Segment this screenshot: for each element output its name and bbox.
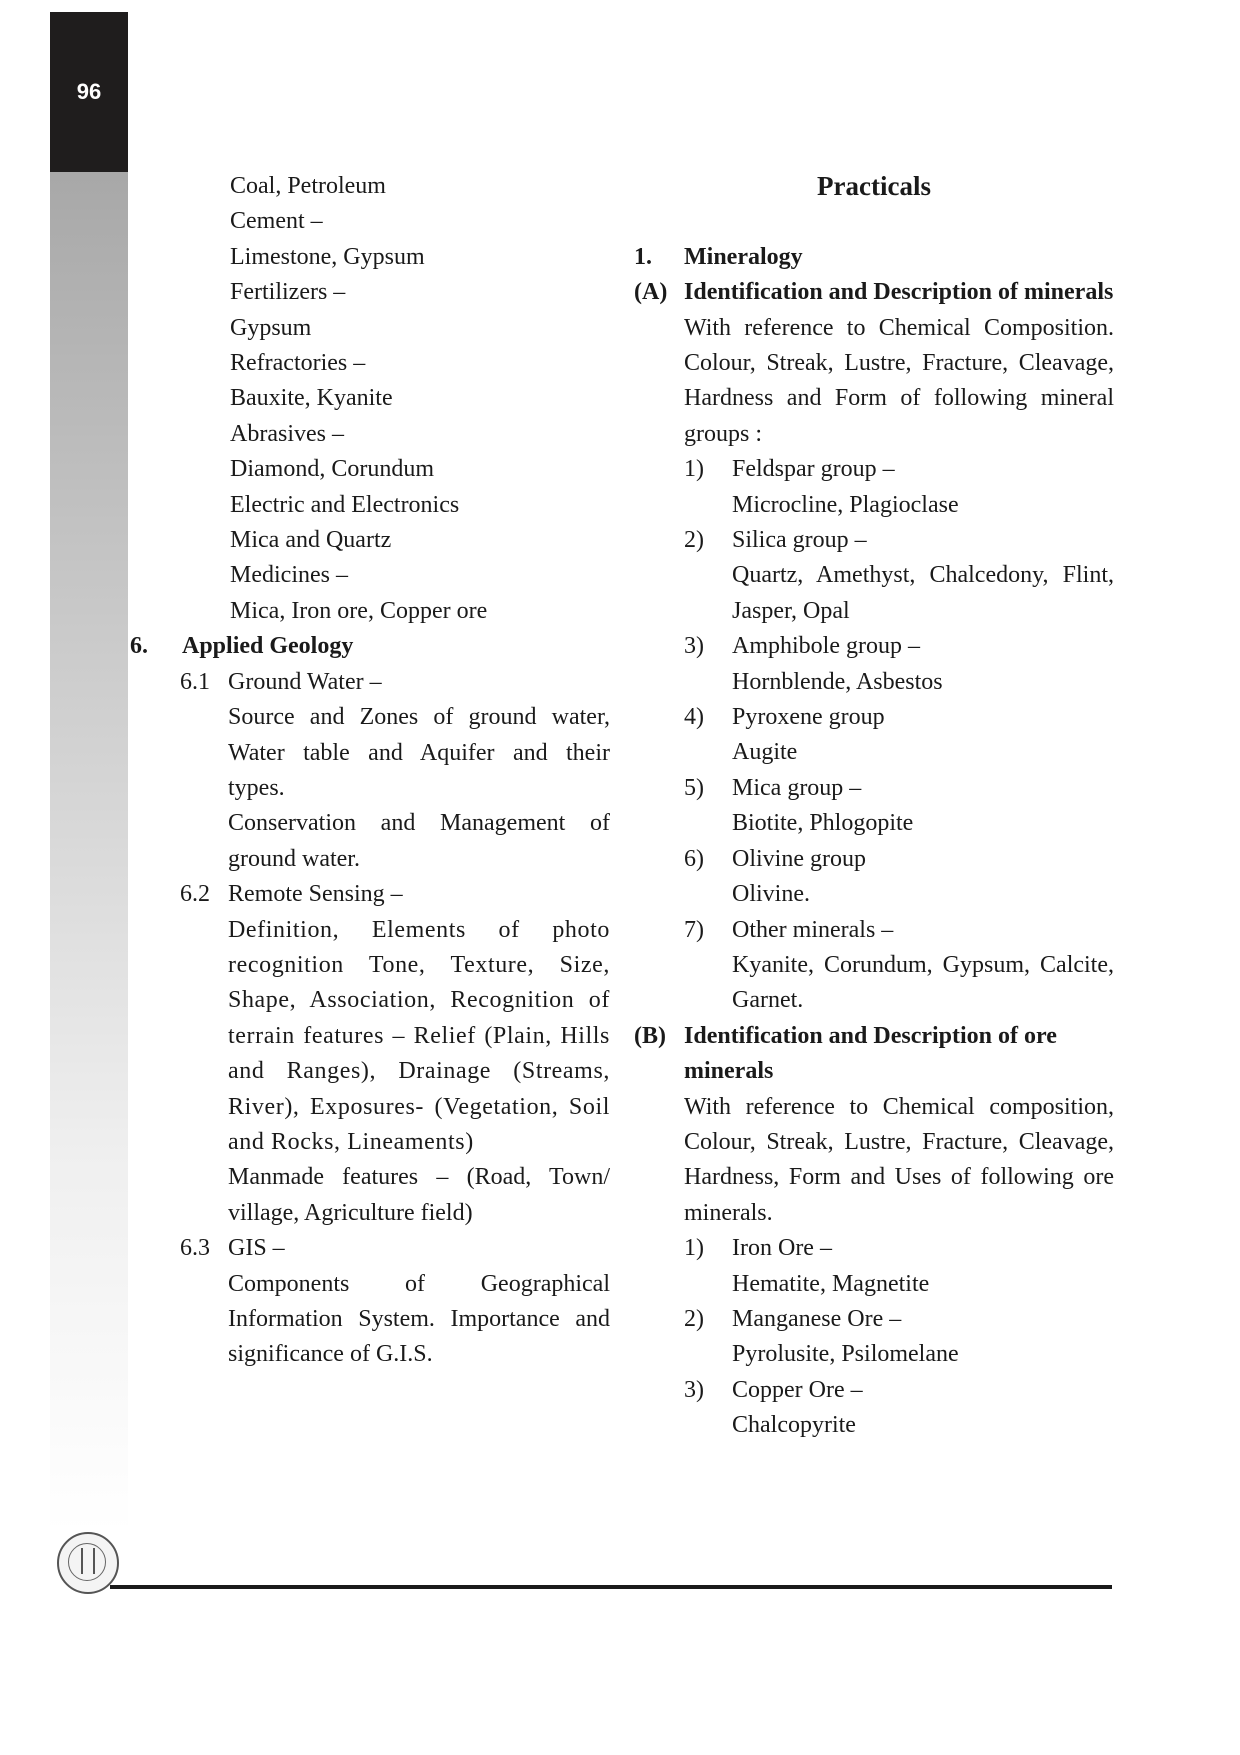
industry-line: Mica, Iron ore, Copper ore — [230, 597, 488, 624]
part-intro: With reference to Chemical composition, Colour, Streak, Lustre, Fracture, Cleavage, Hardness, Form and Uses of following ore minerals. — [684, 1093, 1114, 1226]
industry-line: Diamond, Corundum — [230, 456, 434, 483]
subsection-number: 6.3 — [180, 1235, 210, 1262]
list-item — [684, 913, 1114, 1019]
industry-line: Fertilizers – — [230, 279, 346, 306]
item-detail: Augite — [732, 739, 798, 766]
paragraph: Definition, Elements of photo recognition Tone, Texture, Size, Shape, Association, Recognition of terrain features – Relief (Plain, Hills and Ranges), Drainage (Streams, River), Exposures- (Vegetation, Soil and Rocks, Lineaments) — [228, 916, 610, 1155]
list-item — [684, 771, 1114, 842]
item-name: Mica group – — [732, 774, 862, 801]
subsection-heading: GIS – — [228, 1235, 285, 1262]
part-b — [634, 1019, 1114, 1444]
item-number: 6) — [684, 845, 704, 872]
industry-line: Bauxite, Kyanite — [230, 385, 393, 412]
section-number: 1. — [634, 243, 652, 270]
left-column — [130, 169, 610, 1373]
industry-line: Limestone, Gypsum — [230, 243, 425, 270]
subsection-6-1 — [180, 665, 610, 877]
industry-list — [230, 169, 610, 629]
paragraph: Components of Geographical Information System. Importance and significance of G.I.S. — [228, 1270, 610, 1368]
item-name: Amphibole group – — [732, 633, 920, 660]
part-label: (B) — [634, 1022, 666, 1049]
industry-line: Cement – — [230, 208, 323, 235]
page-number: 96 — [76, 79, 102, 104]
item-name: Pyroxene group — [732, 704, 885, 731]
item-number: 1) — [684, 456, 704, 483]
item-number: 5) — [684, 774, 704, 801]
footer-rule — [110, 1585, 1112, 1589]
item-name: Silica group – — [732, 527, 867, 554]
subsection-heading: Ground Water – — [228, 668, 382, 695]
paragraph: Source and Zones of ground water, Water table and Aquifer and their types. — [228, 704, 610, 801]
item-detail: Chalcopyrite — [732, 1412, 856, 1439]
industry-line: Refractories – — [230, 350, 366, 377]
industry-line: Abrasives – — [230, 420, 344, 447]
item-detail: Hornblende, Asbestos — [732, 668, 943, 695]
item-detail: Pyrolusite, Psilomelane — [732, 1341, 959, 1368]
item-number: 4) — [684, 704, 704, 731]
item-name: Iron Ore – — [732, 1235, 832, 1262]
list-item — [684, 1302, 1114, 1373]
list-item — [684, 842, 1114, 913]
section-1-heading — [634, 240, 1114, 275]
right-column — [634, 169, 1114, 1444]
seal-core — [81, 1548, 95, 1574]
item-name: Copper Ore – — [732, 1376, 863, 1403]
item-number: 2) — [684, 1305, 704, 1332]
list-item — [684, 452, 1114, 523]
subsection-number: 6.1 — [180, 668, 210, 695]
item-detail: Biotite, Phlogopite — [732, 810, 914, 837]
industry-line: Electric and Electronics — [230, 491, 460, 518]
item-number: 3) — [684, 633, 704, 660]
part-label: (A) — [634, 279, 668, 306]
part-heading: Identification and Description of minerals — [684, 279, 1114, 306]
industry-line: Coal, Petroleum — [230, 173, 386, 199]
part-heading: Identification and Description of ore minerals — [684, 1022, 1057, 1085]
item-name: Other minerals – — [732, 916, 894, 943]
item-detail: Quartz, Amethyst, Chalcedony, Flint, Jasper, Opal — [732, 562, 1114, 624]
list-item — [684, 523, 1114, 629]
page-number-tab — [50, 12, 128, 172]
paragraph: Manmade features – (Road, Town/ village, Agriculture field) — [228, 1164, 610, 1226]
list-item — [684, 700, 1114, 771]
item-name: Olivine group — [732, 845, 866, 872]
section-title: Mineralogy — [684, 243, 803, 270]
subsection-6-3 — [180, 1231, 610, 1373]
section-number: 6. — [130, 633, 148, 660]
practicals-title: Practicals — [817, 171, 931, 201]
subsection-6-2 — [180, 877, 610, 1231]
item-name: Manganese Ore – — [732, 1305, 902, 1332]
item-number: 3) — [684, 1376, 704, 1403]
part-a — [634, 275, 1114, 1019]
section-title: Applied Geology — [182, 633, 354, 660]
subsection-number: 6.2 — [180, 881, 210, 908]
list-item — [684, 629, 1114, 700]
industry-line: Mica and Quartz — [230, 527, 392, 554]
industry-line: Medicines – — [230, 562, 348, 589]
part-intro: With reference to Chemical Composition. Colour, Streak, Lustre, Fracture, Cleavage, Hardness and Form of following mineral groups : — [684, 314, 1114, 447]
item-detail: Kyanite, Corundum, Gypsum, Calcite, Garnet. — [732, 951, 1114, 1014]
item-detail: Hematite, Magnetite — [732, 1270, 930, 1297]
list-item — [684, 1373, 1114, 1444]
item-detail: Microcline, Plagioclase — [732, 491, 959, 518]
subsection-heading: Remote Sensing – — [228, 881, 403, 908]
section-6-heading — [130, 629, 610, 664]
item-name: Feldspar group – — [732, 456, 895, 483]
paragraph: Conservation and Management of ground water. — [228, 810, 610, 872]
item-number: 7) — [684, 916, 704, 943]
industry-line: Gypsum — [230, 314, 312, 341]
page-sidebar-band — [50, 12, 128, 1532]
item-detail: Olivine. — [732, 881, 810, 908]
item-number: 1) — [684, 1235, 704, 1262]
list-item — [684, 1231, 1114, 1302]
item-number: 2) — [684, 527, 704, 554]
